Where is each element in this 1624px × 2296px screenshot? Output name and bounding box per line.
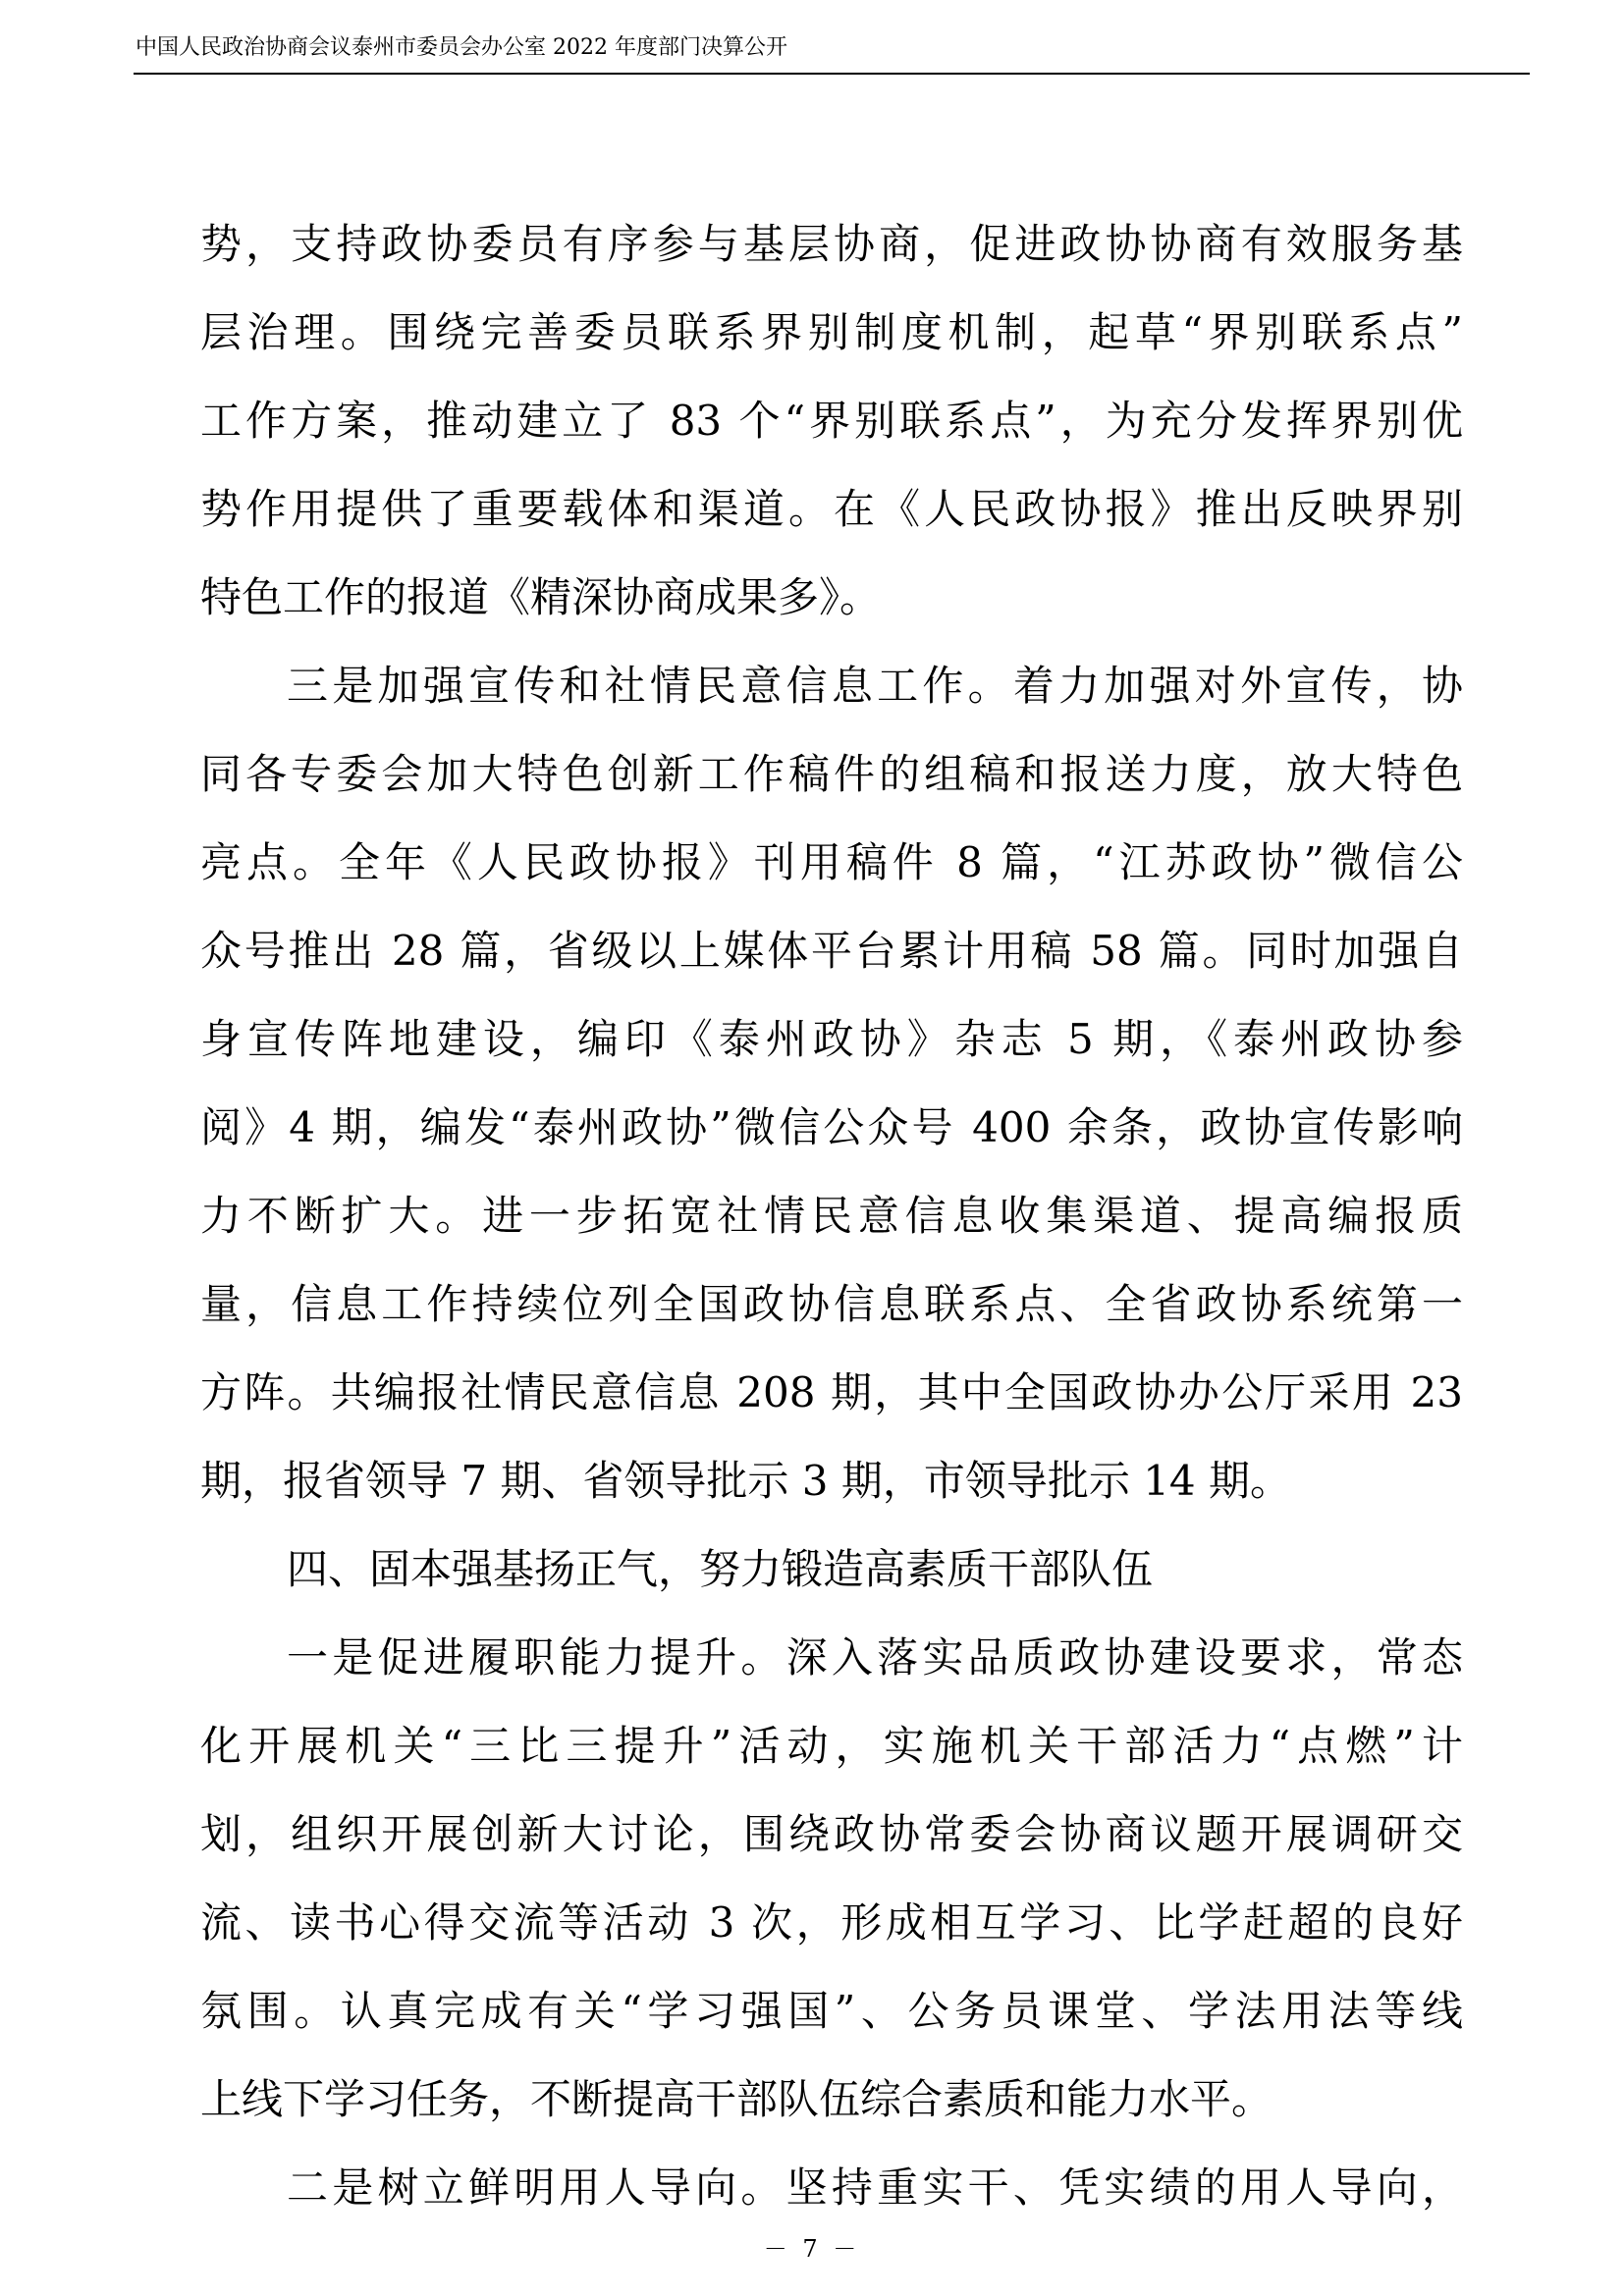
text-line: 化开展机关“三比三提升”活动，实施机关干部活力“点燃”计: [200, 1722, 1463, 1770]
text-line: 势作用提供了重要载体和渠道。在《人民政协报》推出反映界别: [200, 485, 1463, 533]
header-divider: [134, 73, 1530, 75]
text-line: 亮点。全年《人民政协报》刊用稿件 8 篇，“江苏政协”微信公: [200, 838, 1463, 886]
text-line: 工作方案，推动建立了 83 个“界别联系点”，为充分发挥界别优: [200, 397, 1463, 445]
text-line: 同各专委会加大特色创新工作稿件的组稿和报送力度，放大特色: [200, 750, 1463, 798]
text-line: 量，信息工作持续位列全国政协信息联系点、全省政协系统第一: [200, 1280, 1463, 1328]
text-line: 力不断扩大。进一步拓宽社情民意信息收集渠道、提高编报质: [200, 1192, 1463, 1240]
text-line: 划，组织开展创新大讨论，围绕政协常委会协商议题开展调研交: [200, 1810, 1463, 1858]
paragraph-first-line: 一是促进履职能力提升。深入落实品质政协建设要求，常态: [287, 1633, 1463, 1682]
text-line: 势，支持政协委员有序参与基层协商，促进政协协商有效服务基: [200, 220, 1463, 268]
text-line: 阅》4 期，编发“泰州政协”微信公众号 400 余条，政协宣传影响: [200, 1103, 1463, 1151]
text-line: 氛围。认真完成有关“学习强国”、公务员课堂、学法用法等线: [200, 1987, 1463, 2035]
text-line: 身宣传阵地建设，编印《泰州政协》杂志 5 期，《泰州政协参: [200, 1015, 1463, 1063]
text-line: 期，报省领导 7 期、省领导批示 3 期，市领导批示 14 期。: [200, 1457, 1291, 1505]
document-header: 中国人民政治协商会议泰州市委员会办公室 2022 年度部门决算公开: [135, 35, 787, 60]
text-line: 方阵。共编报社情民意信息 208 期，其中全国政协办公厅采用 23: [200, 1368, 1463, 1416]
text-line: 众号推出 28 篇，省级以上媒体平台累计用稿 58 篇。同时加强自: [200, 927, 1463, 975]
page-number: － 7 －: [763, 2235, 861, 2263]
text-line: 流、读书心得交流等活动 3 次，形成相互学习、比学赶超的良好: [200, 1898, 1463, 1947]
text-line: 层治理。围绕完善委员联系界别制度机制，起草“界别联系点”: [200, 308, 1463, 356]
paragraph-first-line: 三是加强宣传和社情民意信息工作。着力加强对外宣传，协: [287, 662, 1463, 710]
section-heading: 四、固本强基扬正气，努力锻造高素质干部队伍: [287, 1545, 1154, 1593]
document-body: [200, 208, 1463, 2240]
text-line: 特色工作的报道《精深协商成果多》。: [200, 573, 882, 621]
text-line: 上线下学习任务，不断提高干部队伍综合素质和能力水平。: [200, 2075, 1273, 2123]
paragraph-first-line: 二是树立鲜明用人导向。坚持重实干、凭实绩的用人导向，: [287, 2163, 1463, 2212]
